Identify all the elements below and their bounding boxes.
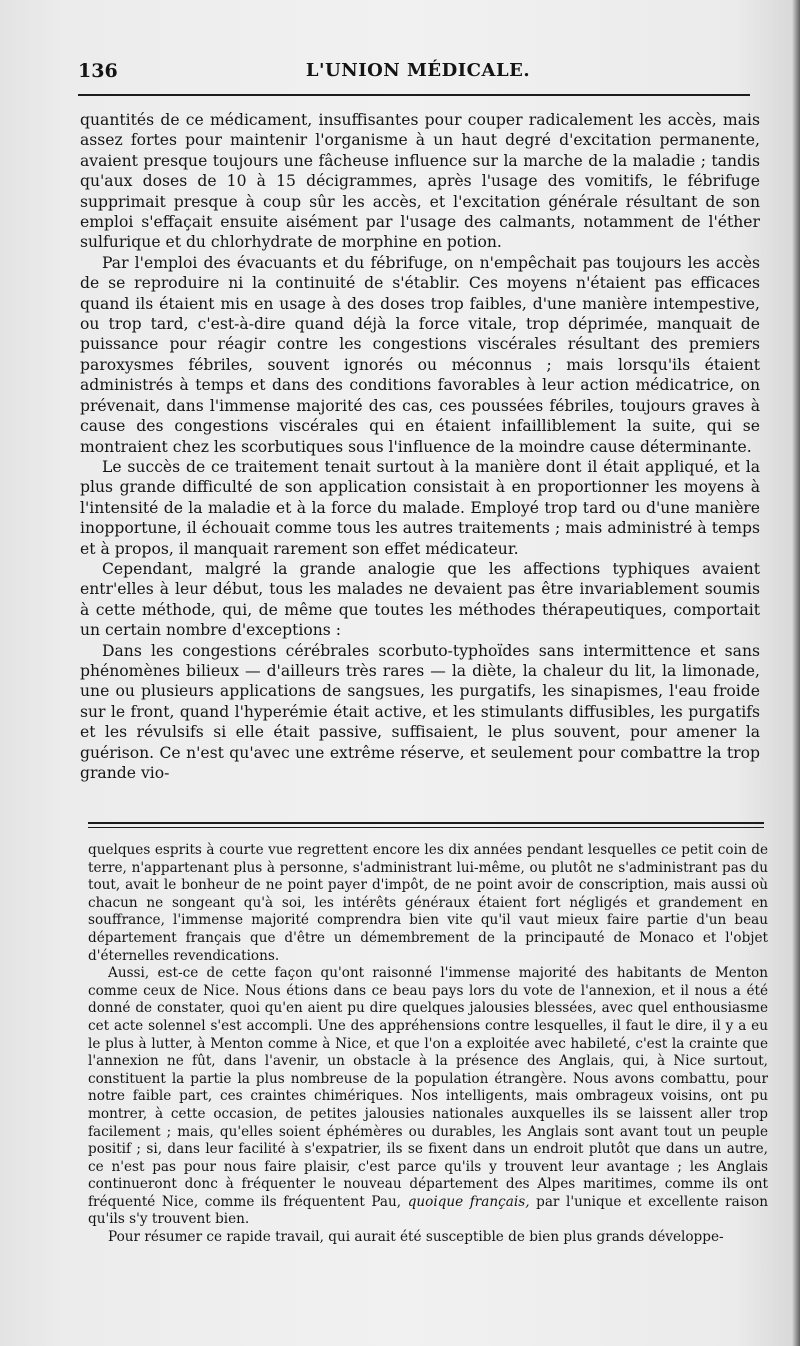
- footnote-paragraph: quelques esprits à courte vue regrettent encore les dix années pendant lesquelles ce petit coin de terre, n'appartenant plus à personne, s'administrant lui-même, ou plutôt ne s'administrant pas du tout, avait le bonheur de ne point payer d'impôt, de ne point avoir de conscription, mais aussi où chacun ne songeant qu'à soi, les intérêts généraux étaient fort négligés et grandement en souffrance, l'immense majorité comprendra bien vite qu'il vaut mieux faire partie d'un beau département français que d'être un démembrement de la principauté de Monaco et l'objet d'éternelles revendications.: [88, 842, 768, 964]
- paragraph: Cependant, malgré la grande analogie que les affections typhiques avaient entr'elles à leur début, tous les malades ne devaient pas être invariablement soumis à cette méthode, qui, de même que toutes les méthodes thérapeutiques, comportait un certain nombre d'exceptions :: [80, 559, 760, 640]
- footnote-text-run: Aussi, est-ce de cette façon qu'ont raisonné l'immense majorité des habitants de Menton comme ceux de Nice. Nous étions dans ce beau pays lors du vote de l'annexion, et il nous a été donné de constater, quoi qu'en aient pu dire quelques jalousies blessées, avec quel enthousiasme cet acte solennel s'est accompli. Une des appréhensions contre lesquelles, il faut le dire, il y a eu le plus à lutter, à Menton comme à Nice, et que l'on a exploitée avec habileté, c'est la crainte que l'annexion ne fût, dans l'avenir, un obstacle à la présence des Anglais, qui, à Nice surtout, constituent la partie la plus nombreuse de la population étrangère. Nous avons combattu, pour notre faible part, ces craintes chimériques. Nos intelligents, mais ombrageux voisins, ont pu montrer, à cette occasion, de petites jalousies nationales auxquelles ils se laissent aller trop facilement ; mais, qu'elles soient éphémères ou durables, les Anglais sont avant tout un peuple positif ; si, dans leur facilité à s'expatrier, ils se fixent dans un endroit plutôt que dans un autre, ce n'est pas pour nous faire plaisir, c'est parce qu'ils y trouvent leur avantage ; les Anglais continueront donc à fréquenter le nouveau département des Alpes maritimes, comme ils ont fréquenté Nice, comme ils fréquentent Pau,: [88, 965, 768, 1210]
- running-title: L'UNION MÉDICALE.: [305, 60, 531, 81]
- paragraph: Le succès de ce traitement tenait surtout à la manière dont il était appliqué, et la plus grande difficulté de son application consistait à en proportionner les moyens à l'intensité de la maladie et à la force du malade. Employé trop tard ou d'une manière inopportune, il échouait comme tous les autres traitements ; mais administré à temps et à propos, il manquait rarement son effet médicateur.: [80, 457, 760, 558]
- paragraph: quantités de ce médicament, insuffisantes pour couper radicalement les accès, mais assez fortes pour maintenir l'organisme à un haut degré d'excitation permanente, avaient presque toujours une fâcheuse influence sur la marche de la maladie ; tandis qu'aux doses de 10 à 15 décigrammes, après l'usage des vomitifs, le fébrifuge supprimait presque à coup sûr les accès, et l'excitation générale résultant de son emploi s'effaçait ensuite aisément par l'usage des calmants, notamment de l'éther sulfurique et du chlorhydrate de morphine en potion.: [80, 111, 760, 252]
- header-rule: [78, 94, 750, 96]
- footnote: [88, 842, 768, 1247]
- footnote-separator: [88, 822, 764, 828]
- main-text: [80, 110, 760, 783]
- footnote-text-run: par l'unique et excellente raison qu'ils s'y trouvent bien.: [88, 1193, 768, 1228]
- paragraph: Dans les congestions cérébrales scorbuto-typhoïdes sans intermittence et sans phénomènes bilieux — d'ailleurs très rares — la diète, la chaleur du lit, la limonade, une ou plusieurs applications de sangsues, les purgatifs, les sinapismes, l'eau froide sur le front, quand l'hyperémie était active, et les stimulants diffusibles, les purgatifs et les révulsifs si elle était passive, suffisaient, le plus souvent, pour amener la guérison. Ce n'est qu'avec une extrême réserve, et seulement pour combattre la trop grande vio-: [80, 641, 760, 782]
- page-header: [78, 58, 758, 88]
- footnote-paragraph: Pour résumer ce rapide travail, qui aurait été susceptible de bien plus grands développe-: [108, 1229, 724, 1246]
- footnote-paragraph: [88, 965, 768, 1229]
- page-number: 136: [78, 60, 118, 82]
- paragraph: Par l'emploi des évacuants et du fébrifuge, on n'empêchait pas toujours les accès de se reproduire ni la continuité de s'établir. Ces moyens n'étaient pas efficaces quand ils étaient mis en usage à des doses trop faibles, d'une manière intempestive, ou trop tard, c'est-à-dire quand déjà la force vitale, trop déprimée, manquait de puissance pour réagir contre les congestions viscérales résultant des premiers paroxysmes fébriles, souvent ignorés ou méconnus ; mais lorsqu'ils étaient administrés à temps et dans des conditions favorables à leur action médicatrice, on prévenait, dans l'immense majorité des cas, ces poussées fébriles, toujours graves à cause des congestions viscérales qui en étaient infailliblement la suite, qui se montraient chez les scorbutiques sous l'influence de la moindre cause déterminante.: [80, 253, 760, 456]
- italic-phrase: quoique français,: [407, 1193, 530, 1210]
